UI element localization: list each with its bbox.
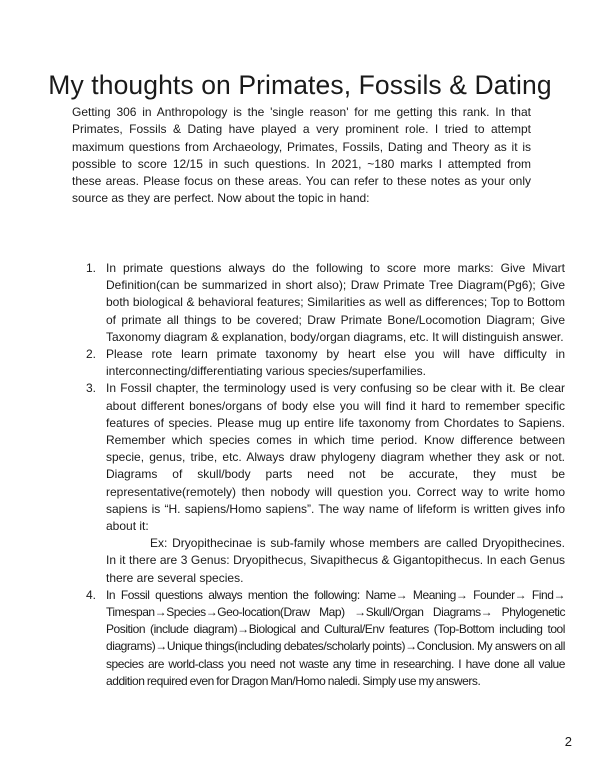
list-item-number: 3. — [86, 381, 97, 396]
list-item-number: 2. — [86, 347, 97, 362]
example-paragraph: Ex: Dryopithecinae is sub-family whose members are called Dryopithecines. In it there are 3 Genus: Dryopithecus, Sivapithecus & Gigantopithecus. In each Genus there are several species. — [106, 536, 565, 585]
list-item-text: In Fossil questions always mention the following: Name→ Meaning→ Founder→ Find→ Timespan→Species→Geo-location(Draw Map) →Skull/Organ Diagrams→ Phylogenetic Position (include diagram)→Biological and Cultural/Env features (Top-Bottom including tool diagrams)→Unique things(including debates/scholarly points)→Conclusion. My answers on all species are world-class you need not waste any time in researching. I have done all value addition required even for Dragon Man/Homo naledi. Simply use my answers. — [106, 587, 565, 688]
list-item-text: In primate questions always do the following to score more marks: Give Mivart Definition(can be summarized in short also); Draw Primate Tree Diagram(Pg6); Give both biological & behavioral features; Similarities as well as differences; Top to Bottom of primate all things to be covered; Draw Primate Bone/Locomotion Diagram; Give Taxonomy diagram & explanation, body/organ diagrams, etc. It will distinguish answer. — [106, 261, 565, 344]
intro-paragraph: Getting 306 in Anthropology is the 'single reason' for me getting this rank. In that Primates, Fossils & Dating have played a very prominent role. I tried to attempt maximum questions from Archaeology, Primates, Fossils, Dating and Theory as it is possible to score 12/15 in such questions. In 2021, ~180 marks I attempted from these areas. Please focus on these areas. You can refer to these notes as your only source as they are perfect. Now about the topic in hand: — [72, 105, 531, 206]
list-item — [86, 380, 565, 586]
list-item — [86, 587, 565, 690]
page-title: My thoughts on Primates, Fossils & Dating — [48, 70, 552, 100]
list-item-number: 4. — [86, 587, 97, 602]
list-item-number: 1. — [86, 261, 97, 275]
points-list — [72, 260, 565, 690]
page-number: 2 — [564, 734, 572, 749]
list-item — [86, 260, 565, 346]
list-item-text: In Fossil chapter, the terminology used is very confusing so be clear with it. Be clear about different bones/organs of body else you will find it hard to remember specific features of species. Please mug up entire life taxonomy from Chordates to Sapiens. Remember which species comes in which time period. Know difference between specie, genus, tribe, etc. Always draw phylogeny diagram whether they ask or not. Diagrams of skull/body parts need not be accurate, they must be representative(remotely) then nobody will question you. Correct way to write homo sapiens is “H. sapiens/Homo sapiens”. The way name of lifeform is written gives info about it: — [106, 381, 565, 534]
list-item-text: Please rote learn primate taxonomy by heart else you will have difficulty in interconnecting/differentiating various species/superfamilies. — [106, 347, 565, 379]
list-item — [86, 346, 565, 380]
